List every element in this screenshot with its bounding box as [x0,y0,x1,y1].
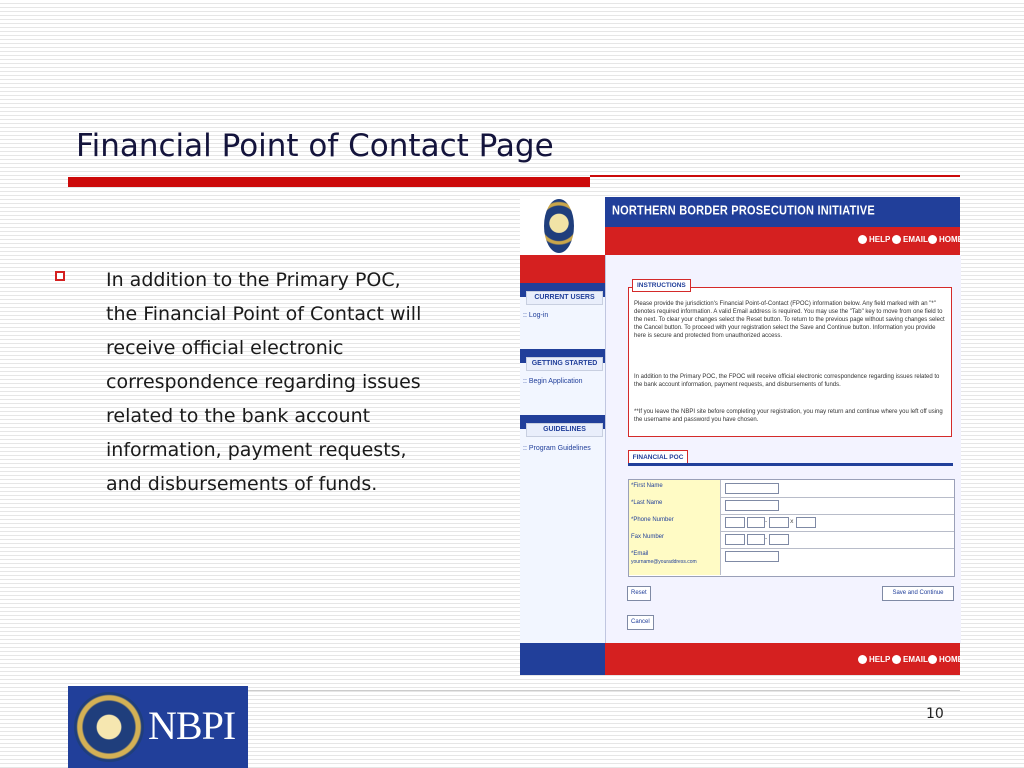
email-label: *Email yourname@youraddress.com [629,548,721,575]
instructions-paragraph: **If you leave the NBPI site before completing your registration, you may return and continue where you left off using the username and password you have chosen. [634,409,943,423]
save-and-continue-button[interactable]: Save and Continue [882,586,954,601]
fax-line-input[interactable] [769,534,789,545]
fax-prefix-input[interactable] [747,534,768,545]
phone-ext-input[interactable] [796,517,816,528]
embedded-screenshot [520,197,963,675]
financial-poc-bar [628,463,953,466]
phone-prefix-input[interactable] [747,517,768,528]
help-link[interactable]: HELP [858,235,890,244]
reset-button[interactable]: Reset [627,586,651,601]
email-icon [892,235,901,244]
fax-number-label: Fax Number [629,531,721,548]
fax-dash: - [765,535,768,542]
bullet-square-icon [55,271,65,281]
doj-seal-logo-icon [74,692,144,762]
sidebar-item-login[interactable]: :: Log-in [523,312,549,319]
email-hint: yourname@youraddress.com [631,559,697,565]
last-name-label: *Last Name [629,497,721,514]
sidebar-item-program-guidelines[interactable]: :: Program Guidelines [523,445,591,452]
phone-dash: - [765,518,768,525]
phone-line-input[interactable] [769,517,789,528]
instructions-paragraph: In addition to the Primary POC, the FPOC will receive official electronic correspondence regarding issues related to the bank account information, payment requests, and disbursements of funds. [634,374,940,388]
sidebar-section-current-users: CURRENT USERS [526,291,603,305]
first-name-label: *First Name [629,480,721,497]
home-icon [928,655,937,664]
form-row-last-name [629,497,954,515]
instructions-tab: INSTRUCTIONS [632,279,691,292]
form-row-fax [629,531,954,549]
bullet-text: In addition to the Primary POC, the Financial Point of Contact will receive official electronic correspondence regarding issues related to the bank account information, payment requests, and disbursements of funds. [106,269,422,495]
phone-ext-label: x [790,518,794,525]
email-link[interactable]: EMAIL [892,235,928,244]
sidebar [520,283,605,643]
help-icon [858,235,867,244]
page-number: 10 [926,706,944,722]
instructions-paragraph: Please provide the jurisdiction's Financial Point-of-Contact (FPOC) information below. Any field marked with an "*" denotes required information. A valid Email address is required. You may use the "Tab" key to move from one field to the next. To clear your changes select the Reset button. To return to the previous page without saving changes select the Cancel button. To proceed with your registration select the Save and Continue button. Information you provide here is secure and protected from unauthorized access. [634,301,945,339]
financial-poc-form [628,479,955,577]
site-banner-title: NORTHERN BORDER PROSECUTION INITIATIVE [612,204,875,218]
footer-home-link[interactable]: HOME [928,655,963,664]
sidebar-header-bar [520,255,605,283]
form-row-first-name [629,480,954,498]
last-name-input[interactable] [725,500,779,511]
email-input[interactable] [725,551,779,562]
slide-title: Financial Point of Contact Page [76,128,554,164]
site-footer-left [520,643,605,675]
home-link[interactable]: HOME [928,235,963,244]
sidebar-item-begin-application[interactable]: :: Begin Application [523,378,583,385]
home-icon [928,235,937,244]
footer-email-link[interactable]: EMAIL [892,655,928,664]
email-icon [892,655,901,664]
fax-area-input[interactable] [725,534,745,545]
footer-help-link[interactable]: HELP [858,655,890,664]
sidebar-section-getting-started: GETTING STARTED [526,357,603,371]
title-underline-thin [590,175,960,177]
sidebar-section-guidelines: GUIDELINES [526,423,603,437]
financial-poc-tab: FINANCIAL POC [628,450,688,466]
phone-area-input[interactable] [725,517,745,528]
help-icon [858,655,867,664]
form-row-email [629,548,954,575]
first-name-input[interactable] [725,483,779,494]
doj-seal-icon [544,199,574,253]
nbpi-logo-text: NBPI [148,703,236,748]
form-row-phone [629,514,954,532]
phone-number-label: *Phone Number [629,514,721,531]
title-underline [68,177,590,187]
cancel-button[interactable]: Cancel [627,615,654,630]
